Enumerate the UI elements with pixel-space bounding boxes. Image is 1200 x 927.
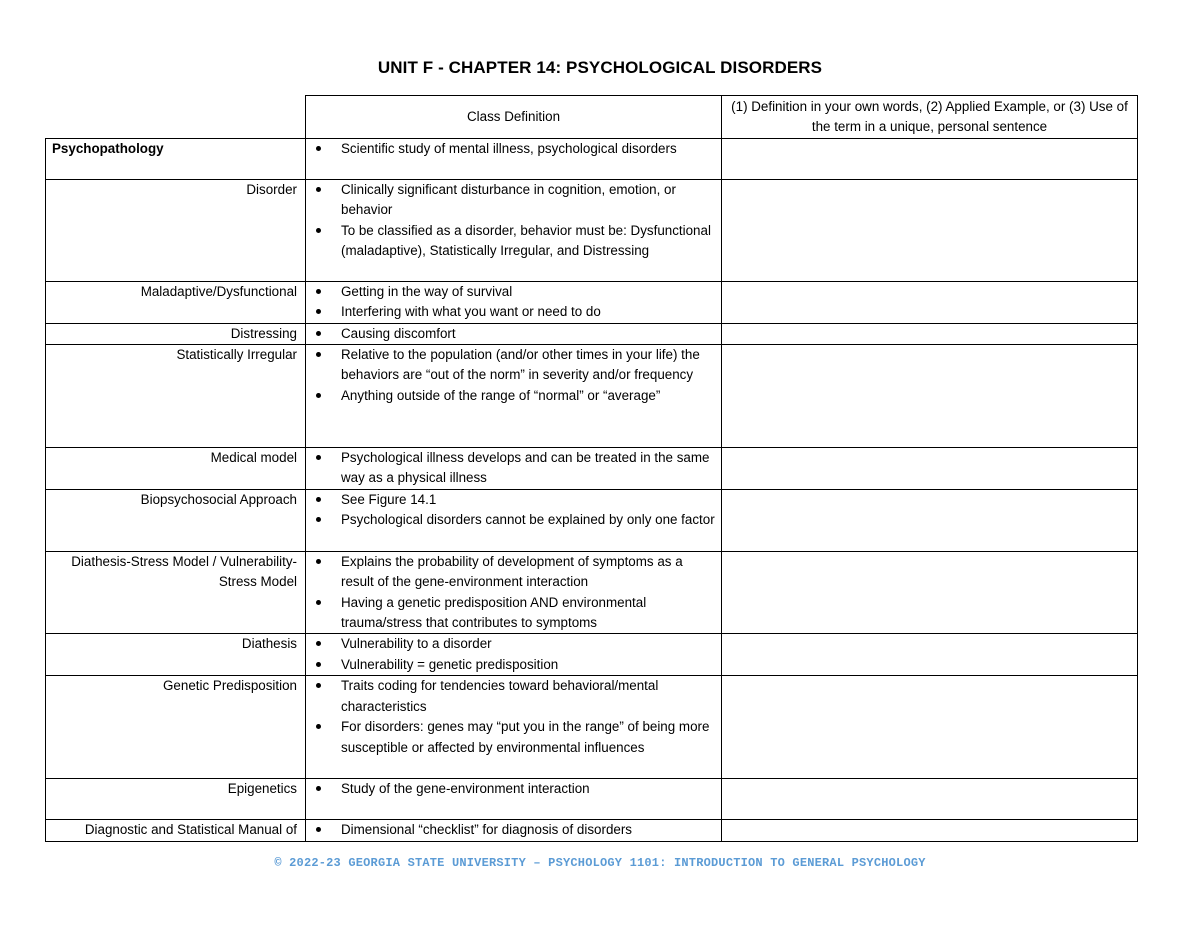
definition-bullet: Anything outside of the range of “normal” or “average” bbox=[306, 386, 715, 406]
definition-bullet: Having a genetic predisposition AND environmental trauma/stress that contributes to symptoms bbox=[306, 593, 715, 634]
table-row bbox=[46, 138, 1138, 179]
copyright-footer: © 2022-23 GEORGIA STATE UNIVERSITY – PSYCHOLOGY 1101: INTRODUCTION TO GENERAL PSYCHOLOGY bbox=[274, 856, 926, 870]
own-words-cell[interactable] bbox=[722, 676, 1138, 779]
definition-bullet: Relative to the population (and/or other times in your life) the behaviors are “out of the norm” in severity and/or frequency bbox=[306, 345, 715, 386]
definition-bullet: Study of the gene-environment interaction bbox=[306, 779, 715, 799]
term-cell: Epigenetics bbox=[46, 779, 306, 820]
definition-cell bbox=[306, 551, 722, 634]
header-blank-cell bbox=[46, 96, 306, 139]
page-title: UNIT F - CHAPTER 14: PSYCHOLOGICAL DISORDERS bbox=[377, 58, 823, 77]
definition-bullet: Interfering with what you want or need to do bbox=[306, 302, 715, 322]
own-words-cell[interactable] bbox=[722, 323, 1138, 344]
term-cell: Diagnostic and Statistical Manual of bbox=[46, 820, 306, 841]
definition-cell bbox=[306, 323, 722, 344]
own-words-cell[interactable] bbox=[722, 489, 1138, 551]
definition-cell bbox=[306, 676, 722, 779]
definition-bullet: Scientific study of mental illness, psychological disorders bbox=[306, 139, 715, 159]
own-words-cell[interactable] bbox=[722, 281, 1138, 323]
definition-bullet: Causing discomfort bbox=[306, 324, 715, 344]
term-cell: Disorder bbox=[46, 179, 306, 281]
term-cell: Diathesis bbox=[46, 634, 306, 676]
table-row bbox=[46, 676, 1138, 779]
term-cell: Maladaptive/Dysfunctional bbox=[46, 281, 306, 323]
definition-cell bbox=[306, 779, 722, 820]
table-row bbox=[46, 820, 1138, 841]
term-cell: Distressing bbox=[46, 323, 306, 344]
table-row bbox=[46, 489, 1138, 551]
term-cell: Statistically Irregular bbox=[46, 345, 306, 448]
table-row bbox=[46, 551, 1138, 634]
header-own-words: (1) Definition in your own words, (2) Applied Example, or (3) Use of the term in a unique, personal sentence bbox=[722, 96, 1138, 139]
table-row bbox=[46, 779, 1138, 820]
definition-cell bbox=[306, 634, 722, 676]
own-words-cell[interactable] bbox=[722, 345, 1138, 448]
own-words-cell[interactable] bbox=[722, 138, 1138, 179]
definition-bullet: See Figure 14.1 bbox=[306, 490, 715, 510]
definition-bullet: Vulnerability to a disorder bbox=[306, 634, 715, 654]
own-words-cell[interactable] bbox=[722, 179, 1138, 281]
table-header-row bbox=[46, 96, 1138, 139]
definition-bullet: For disorders: genes may “put you in the range” of being more susceptible or affected by environmental influences bbox=[306, 717, 715, 758]
definition-bullet: To be classified as a disorder, behavior must be: Dysfunctional (maladaptive), Statistically Irregular, and Distressing bbox=[306, 221, 715, 262]
definition-cell bbox=[306, 820, 722, 841]
term-cell: Medical model bbox=[46, 448, 306, 490]
definition-cell bbox=[306, 489, 722, 551]
definition-bullet: Psychological illness develops and can be treated in the same way as a physical illness bbox=[306, 448, 715, 489]
definition-cell bbox=[306, 179, 722, 281]
table-row bbox=[46, 323, 1138, 344]
header-class-definition: Class Definition bbox=[306, 96, 722, 139]
own-words-cell[interactable] bbox=[722, 634, 1138, 676]
definition-bullet: Psychological disorders cannot be explained by only one factor bbox=[306, 510, 715, 530]
table-row bbox=[46, 281, 1138, 323]
definition-bullet: Traits coding for tendencies toward behavioral/mental characteristics bbox=[306, 676, 715, 717]
own-words-cell[interactable] bbox=[722, 551, 1138, 634]
definition-cell bbox=[306, 138, 722, 179]
term-cell: Biopsychosocial Approach bbox=[46, 489, 306, 551]
term-cell: Diathesis-Stress Model / Vulnerability-Stress Model bbox=[46, 551, 306, 634]
term-cell: Genetic Predisposition bbox=[46, 676, 306, 779]
table-row bbox=[46, 448, 1138, 490]
own-words-cell[interactable] bbox=[722, 820, 1138, 841]
definition-bullet: Dimensional “checklist” for diagnosis of disorders bbox=[306, 820, 715, 840]
terms-table bbox=[45, 95, 1138, 842]
definition-bullet: Vulnerability = genetic predisposition bbox=[306, 655, 715, 675]
definition-bullet: Clinically significant disturbance in cognition, emotion, or behavior bbox=[306, 180, 715, 221]
own-words-cell[interactable] bbox=[722, 779, 1138, 820]
definition-cell bbox=[306, 281, 722, 323]
definition-cell bbox=[306, 345, 722, 448]
term-cell: Psychopathology bbox=[46, 138, 306, 179]
definition-bullet: Explains the probability of development of symptoms as a result of the gene-environment interaction bbox=[306, 552, 715, 593]
definition-cell bbox=[306, 448, 722, 490]
definition-bullet: Getting in the way of survival bbox=[306, 282, 715, 302]
table-row bbox=[46, 345, 1138, 448]
own-words-cell[interactable] bbox=[722, 448, 1138, 490]
table-row bbox=[46, 179, 1138, 281]
table-row bbox=[46, 634, 1138, 676]
